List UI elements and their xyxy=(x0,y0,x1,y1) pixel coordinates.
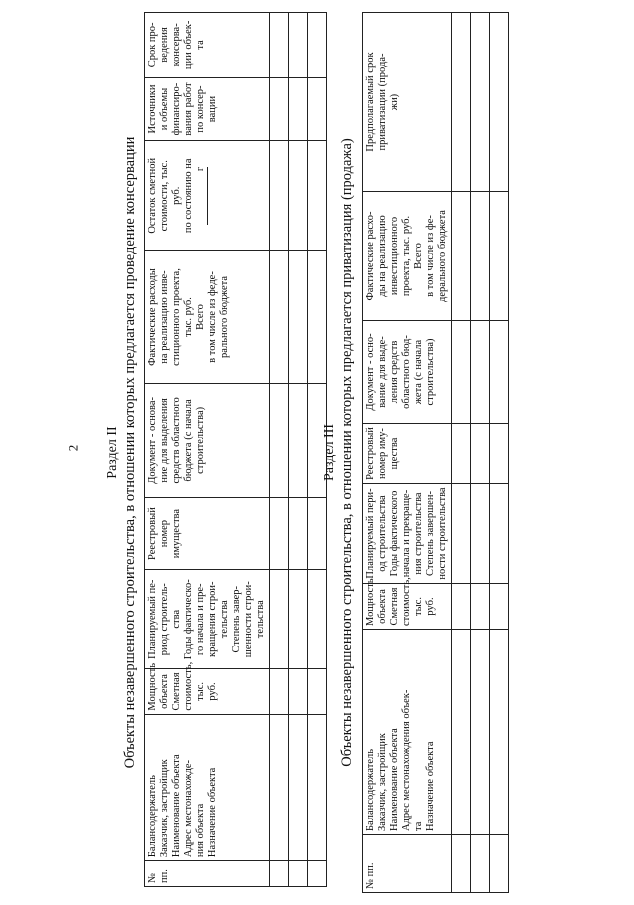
table-cell xyxy=(270,714,289,861)
header-text-line: областного бюд- xyxy=(401,335,412,409)
header-text-line: Мощность xyxy=(365,578,376,626)
table-cell xyxy=(452,424,471,484)
header-text-line: пп. xyxy=(159,869,170,883)
header-text-line: ния строительства xyxy=(413,492,424,575)
header-text-line: ности строительства xyxy=(437,487,448,580)
header-text-line: объекта xyxy=(377,589,388,624)
header-text-line: Годы фактическо- xyxy=(183,579,194,660)
header-text-line: Всего xyxy=(413,243,424,269)
header-text-line: Назначение объекта xyxy=(425,741,436,831)
section2-table xyxy=(144,12,327,887)
table-cell xyxy=(270,861,289,887)
header-text-line: руб. xyxy=(171,186,182,205)
header-text-line: Балансодержатель xyxy=(147,775,158,858)
header-text-line: № пп. xyxy=(365,862,376,889)
header-text-line: по консер- xyxy=(195,85,206,133)
header-text-line: Предполагаемый срок xyxy=(365,52,376,152)
date-suffix: г xyxy=(195,167,208,225)
table-cell xyxy=(490,630,509,835)
header-text-line: начала и прекраще- xyxy=(401,489,412,578)
header-text-line: Наименование объекта xyxy=(389,728,400,831)
header-text-line: Источники xyxy=(147,84,158,134)
table-cell xyxy=(270,497,289,569)
table-cell xyxy=(289,77,308,141)
section2-col-header-8 xyxy=(145,141,270,251)
section2-header-row xyxy=(145,13,270,887)
header-text-line: № xyxy=(147,872,158,883)
table-cell xyxy=(471,630,490,835)
section2-body xyxy=(270,13,327,887)
header-text-line: Степень завершен- xyxy=(425,491,436,576)
table-cell xyxy=(471,321,490,424)
header-text-line: ции объек- xyxy=(183,20,194,70)
header-text-line: Наименование объекта xyxy=(171,754,182,858)
table-cell xyxy=(270,570,289,669)
header-text-line: Документ - основа- xyxy=(147,397,158,484)
table-cell xyxy=(471,13,490,192)
section2-col-header-2 xyxy=(145,714,270,861)
table-cell xyxy=(452,192,471,321)
page-number: 2 xyxy=(65,444,81,452)
table-cell xyxy=(490,13,509,192)
header-text-line: ния объекта xyxy=(195,803,206,858)
date-blank-line xyxy=(195,144,208,247)
table-cell xyxy=(490,584,509,630)
header-text-line: жи) xyxy=(389,93,400,111)
header-text-line: Степень завер- xyxy=(231,585,242,653)
header-text-line: вание для выде- xyxy=(377,336,388,408)
header-text-line: жета (с начала xyxy=(413,339,424,405)
header-text-line: финансиро- xyxy=(171,82,182,136)
header-text-line: Остаток сметной xyxy=(147,157,158,234)
header-text-line: Назначение объекта xyxy=(207,767,218,858)
header-text-line: по состоянию на xyxy=(183,158,194,234)
header-text-line: Сметная xyxy=(389,587,400,626)
header-text-line: го начала и пре- xyxy=(195,583,206,656)
table-cell xyxy=(270,141,289,251)
header-text-line: тельства xyxy=(255,600,266,639)
header-text-line: вания работ xyxy=(183,82,194,136)
table-cell xyxy=(452,630,471,835)
header-text-line: щества xyxy=(389,437,400,470)
section3-col-header-5 xyxy=(363,424,452,484)
table-cell xyxy=(270,77,289,141)
section2-col-header-1 xyxy=(145,861,270,887)
table-cell xyxy=(270,383,289,497)
table-cell xyxy=(452,835,471,893)
section3-col-header-6 xyxy=(363,321,452,424)
header-text-line: стоимость, xyxy=(401,577,412,626)
table-cell xyxy=(270,669,289,714)
header-text-line: дерального бюджета xyxy=(437,210,448,302)
table-cell xyxy=(471,424,490,484)
section3-heading: Раздел III xyxy=(322,423,337,482)
header-text-line: тельства xyxy=(219,600,230,639)
header-text-line: рального бюджета xyxy=(219,276,230,358)
header-text-line: на реализацию инве- xyxy=(159,270,170,364)
section3-col-header-2 xyxy=(363,630,452,835)
header-text-line: в том числе из фе- xyxy=(425,215,436,297)
header-text-line: Балансодержатель xyxy=(365,748,376,831)
table-cell xyxy=(490,321,509,424)
header-text-line: приватизации (прода- xyxy=(377,53,388,151)
table-cell xyxy=(471,192,490,321)
table-cell xyxy=(471,584,490,630)
section3-col-header-8 xyxy=(363,13,452,192)
section3-col-header-4 xyxy=(363,484,452,584)
section3-title: Объекты незавершенного строительства, в отношении которых предлагается приватизация (продажа) xyxy=(339,138,355,767)
header-text-line: Заказчик, застройщик xyxy=(377,733,388,831)
section2-col-header-10 xyxy=(145,13,270,78)
header-text-line: и объемы xyxy=(159,87,170,131)
table-cell xyxy=(452,13,471,192)
table-cell xyxy=(471,484,490,584)
section3-col-header-7 xyxy=(363,192,452,321)
header-text-line: строительства) xyxy=(425,338,436,406)
header-text-line: в том числе из феде- xyxy=(207,271,218,363)
section3-col-header-1 xyxy=(363,835,452,893)
section3-table xyxy=(362,12,509,893)
header-text-line: средств областного xyxy=(171,397,182,484)
table-cell xyxy=(289,714,308,861)
header-text-line: проекта, тыс. руб. xyxy=(401,215,412,297)
header-text-line: тыс. руб. xyxy=(195,681,218,701)
section2-col-header-5 xyxy=(145,497,270,569)
header-text-line: ления средств xyxy=(389,340,400,404)
header-text-line: объекта xyxy=(159,674,170,709)
table-row xyxy=(490,13,509,893)
table-row xyxy=(289,13,308,887)
table-row xyxy=(270,13,289,887)
header-text-line: Адрес местонахождения объек- xyxy=(401,689,412,831)
header-text-line: имущества xyxy=(171,508,182,559)
table-cell xyxy=(490,835,509,893)
table-cell xyxy=(490,192,509,321)
header-text-line: вации xyxy=(207,95,218,123)
section3-body xyxy=(452,13,509,893)
header-text-line: Мощность xyxy=(147,663,158,711)
section2-col-header-4 xyxy=(145,570,270,669)
section2-col-header-7 xyxy=(145,251,270,384)
table-cell xyxy=(289,669,308,714)
header-text-line: стоимость, xyxy=(183,661,194,711)
header-text-line: Реестровый xyxy=(365,427,376,480)
header-text-line: стиционного проекта, xyxy=(171,268,182,366)
table-row xyxy=(452,13,471,893)
table-cell xyxy=(289,251,308,384)
table-cell xyxy=(452,321,471,424)
header-text-line: та xyxy=(195,40,206,50)
table-cell xyxy=(270,13,289,78)
header-text-line: тыс. руб. xyxy=(183,297,194,337)
header-text-line: Сметная xyxy=(171,672,182,711)
header-text-line: шенности строи- xyxy=(243,581,254,658)
table-cell xyxy=(490,424,509,484)
section2-col-header-6 xyxy=(145,383,270,497)
header-text-line: Фактические расхо- xyxy=(365,211,376,301)
header-text-line: та xyxy=(413,821,424,831)
header-text-line: ства xyxy=(171,609,182,629)
header-text-line: Годы фактического xyxy=(389,490,400,577)
header-text-line: Всего xyxy=(195,304,206,330)
table-cell xyxy=(289,141,308,251)
table-cell xyxy=(289,13,308,78)
header-text-line: тыс. руб. xyxy=(413,597,436,616)
header-text-line: строительства) xyxy=(195,406,206,474)
header-text-line: Фактические расходы xyxy=(147,268,158,366)
header-text-line: номер иму- xyxy=(377,428,388,479)
table-cell xyxy=(289,570,308,669)
header-text-line: ды на реализацию xyxy=(377,215,388,297)
header-text-line: Планируемый пе- xyxy=(147,579,158,659)
table-cell xyxy=(270,251,289,384)
section3-col-header-3 xyxy=(363,577,452,630)
table-cell xyxy=(452,484,471,584)
section2-title: Объекты незавершенного строительства, в отношении которых предлагается проведение консервации xyxy=(122,136,138,769)
table-cell xyxy=(452,584,471,630)
header-text-line: Реестровый xyxy=(147,507,158,560)
table-cell xyxy=(490,484,509,584)
header-text-line: инвестиционного xyxy=(389,216,400,296)
header-text-line: Документ - осно- xyxy=(365,333,376,411)
header-text-line: Адрес местонахожде- xyxy=(183,759,194,858)
table-cell xyxy=(289,497,308,569)
header-text-line: Заказчик, застройщик xyxy=(159,759,170,858)
header-text-line: Планируемый пери- xyxy=(365,488,376,579)
header-text-line: Срок про- xyxy=(147,22,158,68)
header-text-line: кращения строи- xyxy=(207,581,218,657)
header-text-line: стоимости, тыс. xyxy=(159,160,170,232)
header-text-line: бюджета (с начала xyxy=(183,399,194,482)
section2-col-header-9 xyxy=(145,77,270,141)
table-cell xyxy=(289,861,308,887)
header-text-line: консерва- xyxy=(171,23,182,67)
header-text-line: ведения xyxy=(159,27,170,63)
table-cell xyxy=(289,383,308,497)
header-text-line: ние для выделения xyxy=(159,398,170,483)
header-text-line: од строительства xyxy=(377,495,388,572)
section3-header-row xyxy=(363,13,452,893)
header-text-line: номер xyxy=(159,519,170,548)
table-cell xyxy=(471,835,490,893)
section2-heading: Раздел II xyxy=(105,426,120,479)
header-text-line: риод строитель- xyxy=(159,583,170,656)
table-row xyxy=(471,13,490,893)
section2-col-header-3 xyxy=(145,661,270,714)
